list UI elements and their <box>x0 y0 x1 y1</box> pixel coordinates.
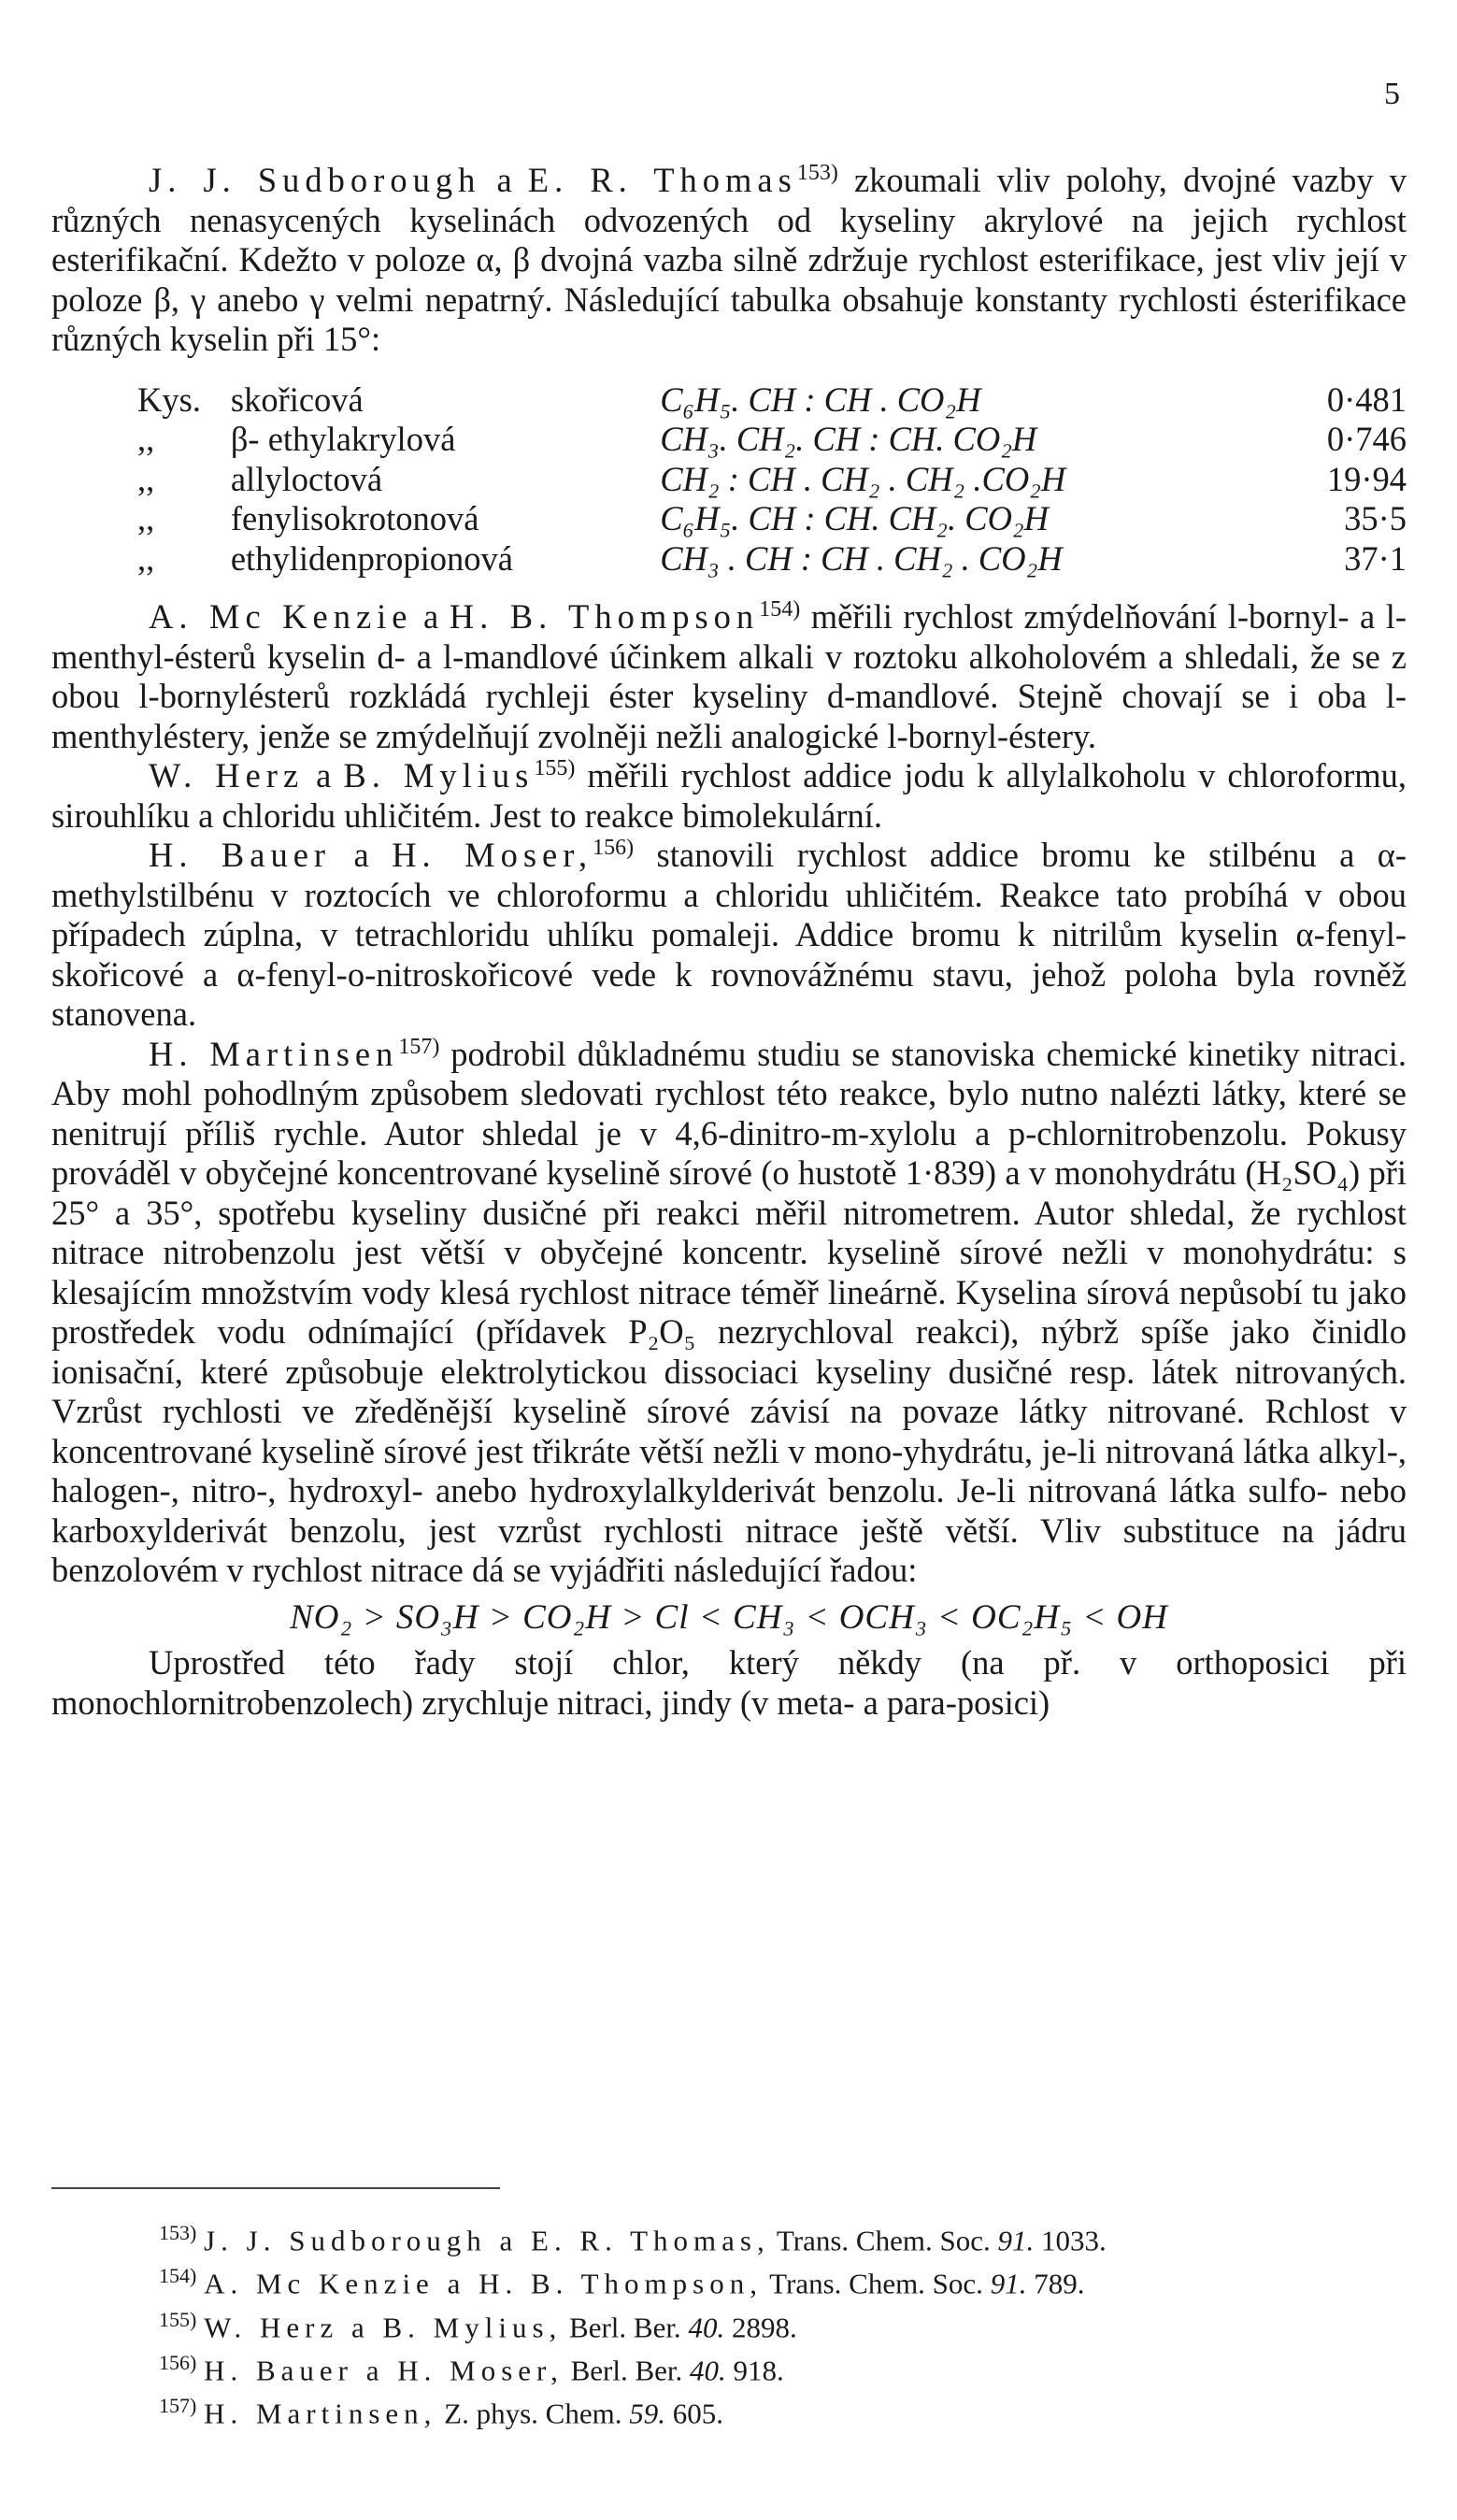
author-name: J. J. Sudborough <box>149 161 481 199</box>
paragraph-chlorine <box>51 1643 1407 1723</box>
footnote <box>159 2345 1411 2388</box>
rate-constant: 35·5 <box>1344 499 1407 537</box>
paragraph-text: měřili rychlost zmýdelňování l-bornyl- a l-menthyl-ésterů kyselin d- a l-mandlové účinkem alkali v roztoku alkoholovém a shledali, že se z obou l-bornylésterů rozkládá rychleji éster kyseliny d-mandlové. Stejně chovají se i oba l-menthylésterу, jenže se zmýdelňují zvolněji nežli analogické l-bornyl-éstery. <box>51 597 1407 755</box>
footnote-page: 918. <box>725 2354 784 2387</box>
acid-formula: C₆H₅. CH : CH . CO₂H <box>660 379 981 419</box>
footnote-mark: 154) <box>159 2264 197 2288</box>
acid-name: skořicová <box>230 379 364 419</box>
author-name: E. R. Thomas <box>527 161 797 199</box>
acid-formula: C₆H₅. CH : CH. CH₂. CO₂H <box>660 499 1049 537</box>
row-prefix: ,, <box>137 420 155 458</box>
table-row <box>51 380 1407 421</box>
rate-constant: 19·94 <box>1326 459 1407 498</box>
footnote-page: 1033. <box>1034 2224 1107 2257</box>
rate-constant: 0·481 <box>1326 379 1407 419</box>
table-row <box>51 539 1407 580</box>
footnote-mark: 153) <box>159 2221 197 2244</box>
paragraph-text: podrobil důkladnému studiu se stanoviska chemické kinetiky nitraci. Aby mohl pohodlným způsobem sledovati rychlost této reakce, bylo nutno nalézti látky, které se nenitrují příliš rychle. Autor shledal je v 4,6-dinitro-m-xylolu a p-chlornitrobenzolu. Pokusy prováděl v obyčejné koncentrované kyselině sírové (o hustotě 1·839) a v monohydrátu (H₂SO₄) při 25° a 35°, spotřebu kyseliny dusičné při reakci měřil nitrometrem. Autor shledal, že rychlost nitrace nitrobenzolu jest větší v obyčejné koncentr. kyselině sírové nežli v monohydrátu: s klesajícím množstvím vody klesá rychlost nitrace téměř lineárně. Kyselina sírová nepůsobí tu jako prostředek vodu odnímající (přídavek P₂O₅ nezrychloval reakci), nýbrž spíše jako činidlo ionisační, které způsobuje elektrolytickou dissociaci kyseliny dusičné resp. látek nitrovaných. Vzrůst rychlosti ve zředěnější kyselině sírové závisí na povaze látky nitrované. Rchlost v koncentrované kyselině sírové jest třikráte větší nežli v mono-yhydrátu, je-li nitrovaná látka alkyl-, halogen-, nitro-, hydroxyl- anebo hydroxylalkylderivát benzolu. Je-li nitrovaná látka sulfo- nebo karboxylderivát benzolu, jest vzrůst rychlosti nitrace ještě větší. Vliv substituce na jádru benzolovém v rychlost nitrace dá se vyjádřiti následující řadou: <box>51 1034 1407 1589</box>
author-name: H. Bauer <box>149 836 332 874</box>
paragraph-martinsen <box>51 1035 1407 1591</box>
acid-formula: CH₂ : CH . CH₂ . CH₂ .CO₂H <box>660 459 1066 498</box>
footnote-volume: 40. <box>680 2310 725 2343</box>
footnote-divider <box>51 2187 500 2189</box>
author-name: H. Moser, <box>392 836 593 874</box>
page-number: 5 <box>1384 77 1401 111</box>
paragraph-text: Uprostřed této řady stojí chlor, který někdy (na př. v orthoposici při monochlornitrobenzolech) zrychluje nitraci, jindy (v meta- a para-posici) <box>51 1643 1407 1722</box>
acid-formula: CH₃. CH₂. CH : CH. CO₂H <box>660 420 1037 458</box>
row-prefix: ,, <box>137 459 155 498</box>
footnote-source: Z. phys. Chem. <box>436 2397 622 2430</box>
footnote-mark: 156) <box>159 2350 197 2374</box>
footnote-page: 789. <box>1026 2267 1085 2300</box>
paragraph-sudborough <box>51 161 1407 360</box>
acid-name: β- ethylakrylová <box>230 420 456 458</box>
footnotes <box>159 2215 1411 2432</box>
footnote-authors: H. Martinsen, <box>204 2397 437 2430</box>
footnote-source: Berl. Ber. <box>563 2354 683 2387</box>
row-prefix: ,, <box>137 538 155 578</box>
footnote-authors: W. Herz a B. Mylius, <box>204 2310 563 2343</box>
row-prefix: Kys. <box>137 379 201 419</box>
footnote-ref: 157) <box>398 1034 440 1059</box>
footnote <box>159 2215 1411 2258</box>
body-text <box>51 161 1407 1723</box>
row-prefix: ,, <box>137 499 155 537</box>
footnote-volume: 59. <box>621 2397 665 2430</box>
conjunction: a <box>304 756 344 795</box>
paragraph-herz <box>51 756 1407 836</box>
acid-name: allyloctová <box>230 459 383 498</box>
conjunction: a <box>480 161 528 199</box>
footnote-mark: 155) <box>159 2307 197 2331</box>
acid-name: fenylisokrotonová <box>230 499 479 537</box>
paragraph-bauer <box>51 836 1407 1035</box>
author-name: W. Herz <box>149 756 305 795</box>
paragraph-text: zkoumali vliv polohy, dvojné vazby v různých nenasycených kyselinách odvozených od kyseliny akrylové na jejich rychlost esterifikační. Kdežto v poloze α, β dvojná vazba silně zdržuje rychlost esterifikace, jest vliv její v poloze β, γ anebo γ velmi nepatrný. Následující tabulka obsahuje konstanty rychlosti ésterifikace různých kyselin při 15°: <box>51 161 1407 358</box>
table-row <box>51 420 1407 460</box>
substituent-series-formula: NO₂ > SO₃H > CO₂H > Cl < CH₃ < OCH₃ < OC₂H₅ < OH <box>290 1597 1168 1637</box>
table-row <box>51 460 1407 500</box>
footnote-source: Berl. Ber. <box>562 2310 681 2343</box>
table-row <box>51 499 1407 539</box>
conjunction: a <box>412 597 450 636</box>
footnote-page: 2898. <box>724 2310 797 2343</box>
footnote-volume: 91. <box>982 2267 1027 2300</box>
footnote-ref: 154) <box>759 596 801 622</box>
footnote-page: 605. <box>664 2397 723 2430</box>
rate-constant: 37·1 <box>1344 538 1407 578</box>
footnote-authors: A. Mc Kenzie a H. B. Thompson, <box>204 2267 763 2300</box>
footnote-source: Trans. Chem. Soc. <box>769 2224 991 2257</box>
acid-formula: CH₃ . CH : CH . CH₂ . CO₂H <box>660 538 1063 578</box>
footnote-volume: 91. <box>990 2224 1035 2257</box>
footnote-authors: J. J. Sudborough a E. R. Thomas, <box>204 2224 770 2257</box>
author-name: A. Mc Kenzie <box>149 597 413 636</box>
rate-constant: 0·746 <box>1326 420 1407 458</box>
paragraph-text: měřili rychlost addice jodu k allylalkoholu v chloroformu, sirouhlíku a chloridu uhličitém. Jest to reakce bimolekulární. <box>51 756 1407 835</box>
esterification-table <box>51 380 1407 580</box>
footnote <box>159 2258 1411 2301</box>
footnote-ref: 156) <box>593 835 635 860</box>
footnote-ref: 153) <box>796 160 838 185</box>
author-name: H. Martinsen <box>149 1034 399 1073</box>
conjunction: a <box>331 836 393 874</box>
author-name: H. B. Thompson <box>449 597 760 636</box>
acid-name: ethylidenpropionová <box>230 538 513 578</box>
paragraph-text: stanovili rychlost addice bromu ke stilbénu a α-methylstilbénu v roztocích ve chloroformu a chloridu uhličitém. Reakce tato probíhá v obou případech zúplna, v tetrachloridu uhlíku pomaleji. Addice bromu k nitrilům kyselin α-fenyl-skořicové a α-fenyl-o-nitroskořicové vede k rovnovážnému stavu, jehož poloha byla rovněž stanovena. <box>51 836 1407 1033</box>
footnote-authors: H. Bauer a H. Moser, <box>204 2354 564 2387</box>
footnote-ref: 155) <box>534 755 576 780</box>
footnote-mark: 157) <box>159 2394 197 2418</box>
paragraph-mckenzie <box>51 597 1407 756</box>
footnote <box>159 2302 1411 2345</box>
footnote-source: Trans. Chem. Soc. <box>762 2267 983 2300</box>
footnote <box>159 2388 1411 2431</box>
footnote-volume: 40. <box>682 2354 726 2387</box>
author-name: B. Mylius <box>343 756 535 795</box>
